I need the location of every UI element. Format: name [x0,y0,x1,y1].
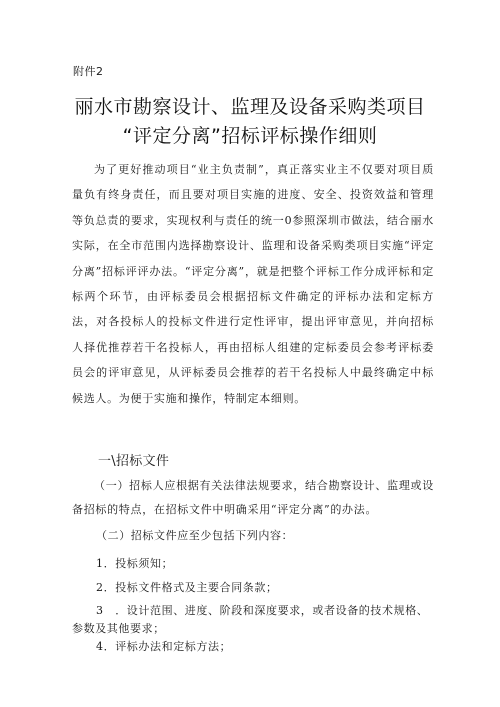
list-item: 4．评标办法和定标方法； [96,640,232,653]
list-item: 1．投标须知； [96,557,174,570]
clause-one: （一）招标人应根据有关法律法规要求，结合勘察设计、监理或设备招标的特点，在招标文件中明确采用“评定分离”的办法。 [72,479,434,516]
list-item: 3 ．设计范围、进度、阶段和深度要求，或者设备的技术规格、参数及其他要求； [72,604,429,635]
document-title-line1: 丽水市勘察设计、监理及设备采购类项目 [74,96,426,118]
attachment-label: 附件2 [73,65,104,78]
document-title-line2: “评定分离”招标评标操作细则 [122,125,378,147]
clause-two: （二）招标文件应至少包括下列内容： [96,529,294,542]
section-heading: 一\招标文件 [98,454,170,469]
list-item: 2．投标文件格式及主要合同条款； [96,581,278,594]
intro-paragraph: 为了更好推动项目“业主负责制”，真正落实业主不仅要对项目质量负有终身责任，而且要对项目实施的进度、安全、投资效益和管理等负总责的要求，实现权利与责任的统一0参照深圳市做法，结合丽水实际，在全市范围内选择勘察设计、监理和设备采购类项目实施“评定分离”招标评评办法。“评定分离”，就是把整个评标工作分成评标和定标两个环节，由评标委员会根据招标文件确定的评标办法和定标方法，对各投标人的投标文件进行定性评审，提出评审意见，并向招标人择优推荐若干名投标人，再由招标人组建的定标委员会参考评标委员会的评审意见，从评标委员会推荐的若干名投标人中最终确定中标候选人。为便于实施和操作，特制定本细则。 [72,163,434,405]
